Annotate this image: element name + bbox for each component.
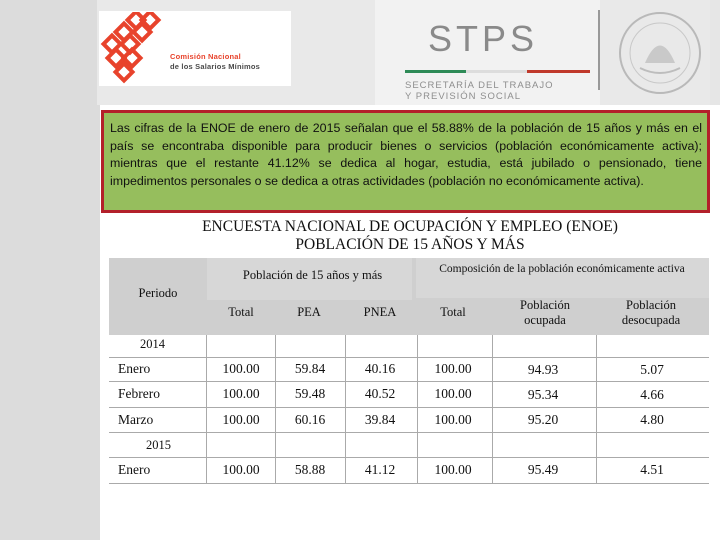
logo-divider (598, 10, 600, 90)
cell: 59.48 (294, 386, 326, 401)
row-label: Marzo (118, 412, 154, 427)
cell: 95.34 (527, 387, 559, 402)
col-divider (275, 335, 276, 483)
table-title: ENCUESTA NACIONAL DE OCUPACIÓN Y EMPLEO (ENOE) (202, 218, 618, 235)
row-divider (109, 381, 709, 382)
row-divider (109, 457, 709, 458)
cell: 100.00 (222, 412, 260, 427)
group1-header: Población de 15 años y más (242, 268, 383, 282)
row-divider (109, 483, 709, 484)
cell: 60.16 (294, 412, 326, 427)
stps-color-band (405, 70, 590, 73)
cell: 58.88 (294, 462, 326, 477)
col-desocupada: Población desocupada (621, 298, 681, 327)
col-pea: PEA (297, 305, 321, 319)
col-divider (492, 335, 493, 483)
stps-subtitle (405, 80, 554, 102)
cell: 94.93 (527, 362, 559, 377)
cell: 41.12 (364, 462, 396, 477)
cell: 40.16 (364, 361, 396, 376)
col-divider (206, 335, 207, 483)
cell: 100.00 (434, 412, 472, 427)
cell: 4.51 (640, 462, 664, 477)
cnsm-line2: de los Salarios Mínimos (170, 62, 261, 71)
cell: 39.84 (364, 412, 396, 427)
col-divider (417, 335, 418, 483)
cell: 100.00 (222, 386, 260, 401)
row-label: Febrero (118, 386, 160, 401)
cell: 100.00 (222, 361, 260, 376)
col-divider (345, 335, 346, 483)
stps-line2: Y PREVISIÓN SOCIAL (405, 91, 522, 102)
cell: 4.66 (640, 387, 664, 402)
cell: 100.00 (222, 462, 260, 477)
summary-box (101, 110, 710, 213)
cnsm-logo-mark-icon (100, 12, 172, 84)
col-total-2: Total (440, 305, 466, 319)
col-divider (596, 335, 597, 483)
row-divider (109, 357, 709, 358)
cell: 95.49 (527, 462, 559, 477)
group2-header: Composición de la población económicamente activa (439, 263, 685, 275)
year-label: 2015 (146, 438, 171, 452)
table-subtitle: POBLACIÓN DE 15 AÑOS Y MÁS (295, 236, 525, 253)
cell: 4.80 (640, 412, 664, 427)
col-ocupada: Población ocupada (520, 298, 570, 327)
cell: 95.20 (527, 412, 559, 427)
summary-text: Las cifras de la ENOE de enero de 2015 señalan que el 58.88% de la población de 15 años y más en el país se encontraba disponible para producir bienes o servicios (población económicamente activa); mientras que el restante 41.12% se dedica al hogar, estudia, está jubilado o pensionado, tiene impedimentos personales o se dedica a otras actividades (población no económicamente activa). (110, 121, 702, 188)
stps-acronym: STPS (428, 18, 539, 59)
row-divider (109, 407, 709, 408)
cell: 5.07 (640, 362, 664, 377)
col-pnea: PNEA (363, 305, 397, 319)
cnsm-line1: Comisión Nacional (170, 52, 241, 61)
row-divider (109, 432, 709, 433)
row-label: Enero (118, 361, 151, 376)
cell: 40.52 (364, 386, 396, 401)
cell: 59.84 (294, 361, 326, 376)
year-label: 2014 (140, 337, 165, 351)
row-label: Enero (118, 462, 151, 477)
cnsm-logo-text (170, 52, 260, 72)
stps-line1: SECRETARÍA DEL TRABAJO (405, 80, 554, 91)
cell: 100.00 (434, 462, 472, 477)
left-frame (0, 0, 100, 540)
col-total-1: Total (228, 305, 254, 319)
cell: 100.00 (434, 361, 472, 376)
cell: 100.00 (434, 386, 472, 401)
period-header: Periodo (138, 286, 178, 300)
national-seal-icon (610, 8, 706, 98)
